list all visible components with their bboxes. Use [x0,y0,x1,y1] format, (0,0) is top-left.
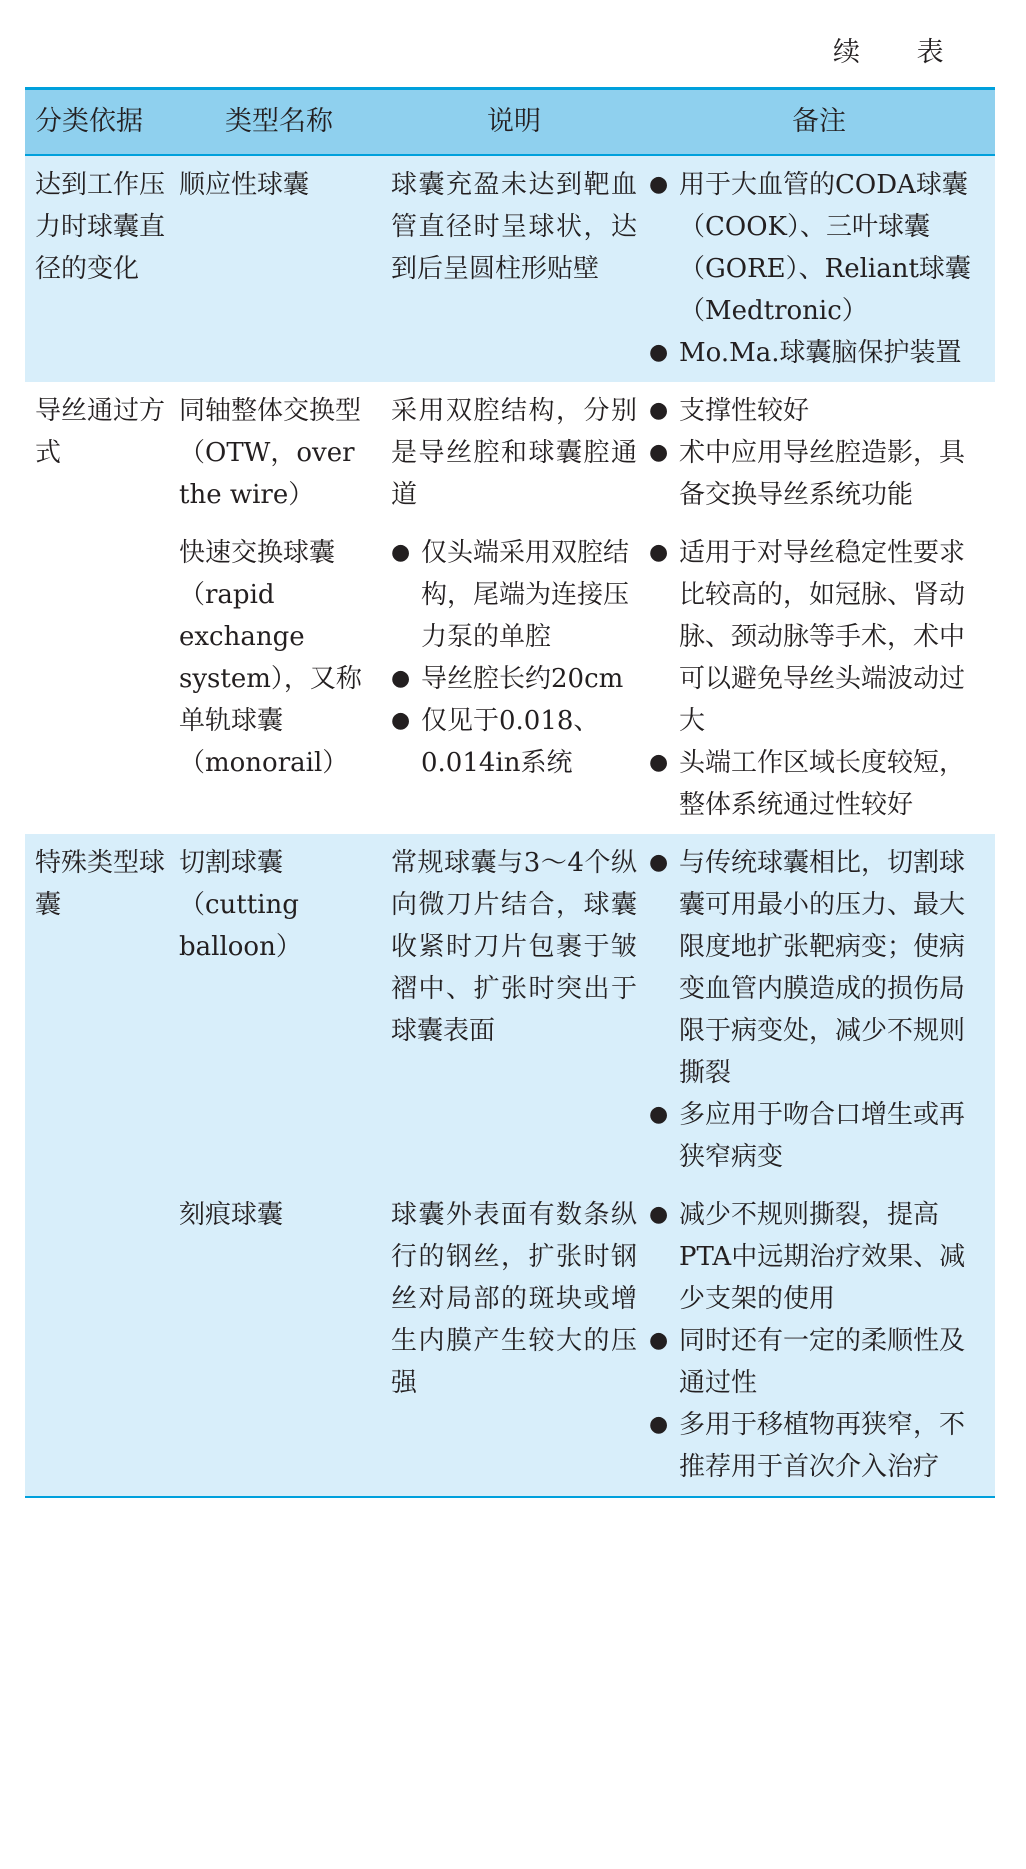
note-item: ● 减少不规则撕裂，提高PTA中远期治疗效果、减少支架的使用 [649,1194,989,1320]
notes-cell [643,1178,995,1497]
header-notes: 备注 [792,106,846,137]
category-cell [25,516,173,834]
category-cell: 导丝通过方式 [35,396,166,468]
category-cell: 达到工作压力时球囊直径的变化 [35,170,166,284]
note-item: ● 支撑性较好 [649,390,989,432]
type-name-cell: 同轴整体交换型（OTW，over the wire） [179,396,362,510]
table-row [25,155,995,382]
note-item: ● 术中应用导丝腔造影，具备交换导丝系统功能 [649,432,989,516]
table-row [25,382,995,516]
note-item: ● 多应用于吻合口增生或再狭窄病变 [649,1094,989,1178]
type-name-cell: 快速交换球囊（rapid exchange system），又称单轨球囊（monorail） [179,538,362,778]
note-item: ● 头端工作区域长度较短，整体系统通过性较好 [649,742,989,826]
table-header-row [25,89,995,156]
note-item: ● 适用于对导丝稳定性要求比较高的，如冠脉、肾动脉、颈动脉等手术，术中可以避免导丝头端波动过大 [649,532,989,742]
description-item: ● 仅见于0.018、0.014in系统 [391,700,637,784]
continued-label: 续 表 [833,37,968,68]
table-row [25,516,995,834]
description-cell: 球囊外表面有数条纵行的钢丝，扩张时钢丝对局部的斑块或增生内膜产生较大的压强 [391,1200,637,1398]
notes-cell [643,516,995,834]
table-row [25,834,995,1178]
notes-cell [643,834,995,1178]
table-row [25,1178,995,1497]
note-item: ● 与传统球囊相比，切割球囊可用最小的压力、最大限度地扩张靶病变；使病变血管内膜造成的损伤局限于病变处，减少不规则撕裂 [649,842,989,1094]
note-item: ● 多用于移植物再狭窄，不推荐用于首次介入治疗 [649,1404,989,1488]
description-item: ● 导丝腔长约20cm [391,658,637,700]
type-name-cell: 刻痕球囊 [179,1200,284,1230]
note-item: ● 同时还有一定的柔顺性及通过性 [649,1320,989,1404]
note-item: ● 用于大血管的CODA球囊（COOK）、三叶球囊（GORE）、Reliant球囊（Medtronic） [649,164,989,332]
description-item: ● 仅头端采用双腔结构，尾端为连接压力泵的单腔 [391,532,637,658]
header-description: 说明 [487,106,541,137]
note-item: ● Mo.Ma.球囊脑保护装置 [649,332,989,374]
header-category: 分类依据 [35,106,143,137]
category-cell [25,1178,173,1497]
description-cell: 采用双腔结构，分别是导丝腔和球囊腔通道 [391,396,637,510]
notes-cell [643,382,995,516]
description-cell [385,516,643,834]
notes-cell [643,155,995,382]
type-name-cell: 顺应性球囊 [179,170,310,200]
category-cell: 特殊类型球囊 [35,848,166,920]
description-cell: 球囊充盈未达到靶血管直径时呈球状，达到后呈圆柱形贴壁 [391,170,637,284]
header-type-name: 类型名称 [225,106,333,137]
balloon-classification-table [25,87,995,1498]
description-cell: 常规球囊与3～4个纵向微刀片结合，球囊收紧时刀片包裹于皱褶中、扩张时突出于球囊表面 [391,848,637,1046]
type-name-cell: 切割球囊（cutting balloon） [179,848,302,962]
